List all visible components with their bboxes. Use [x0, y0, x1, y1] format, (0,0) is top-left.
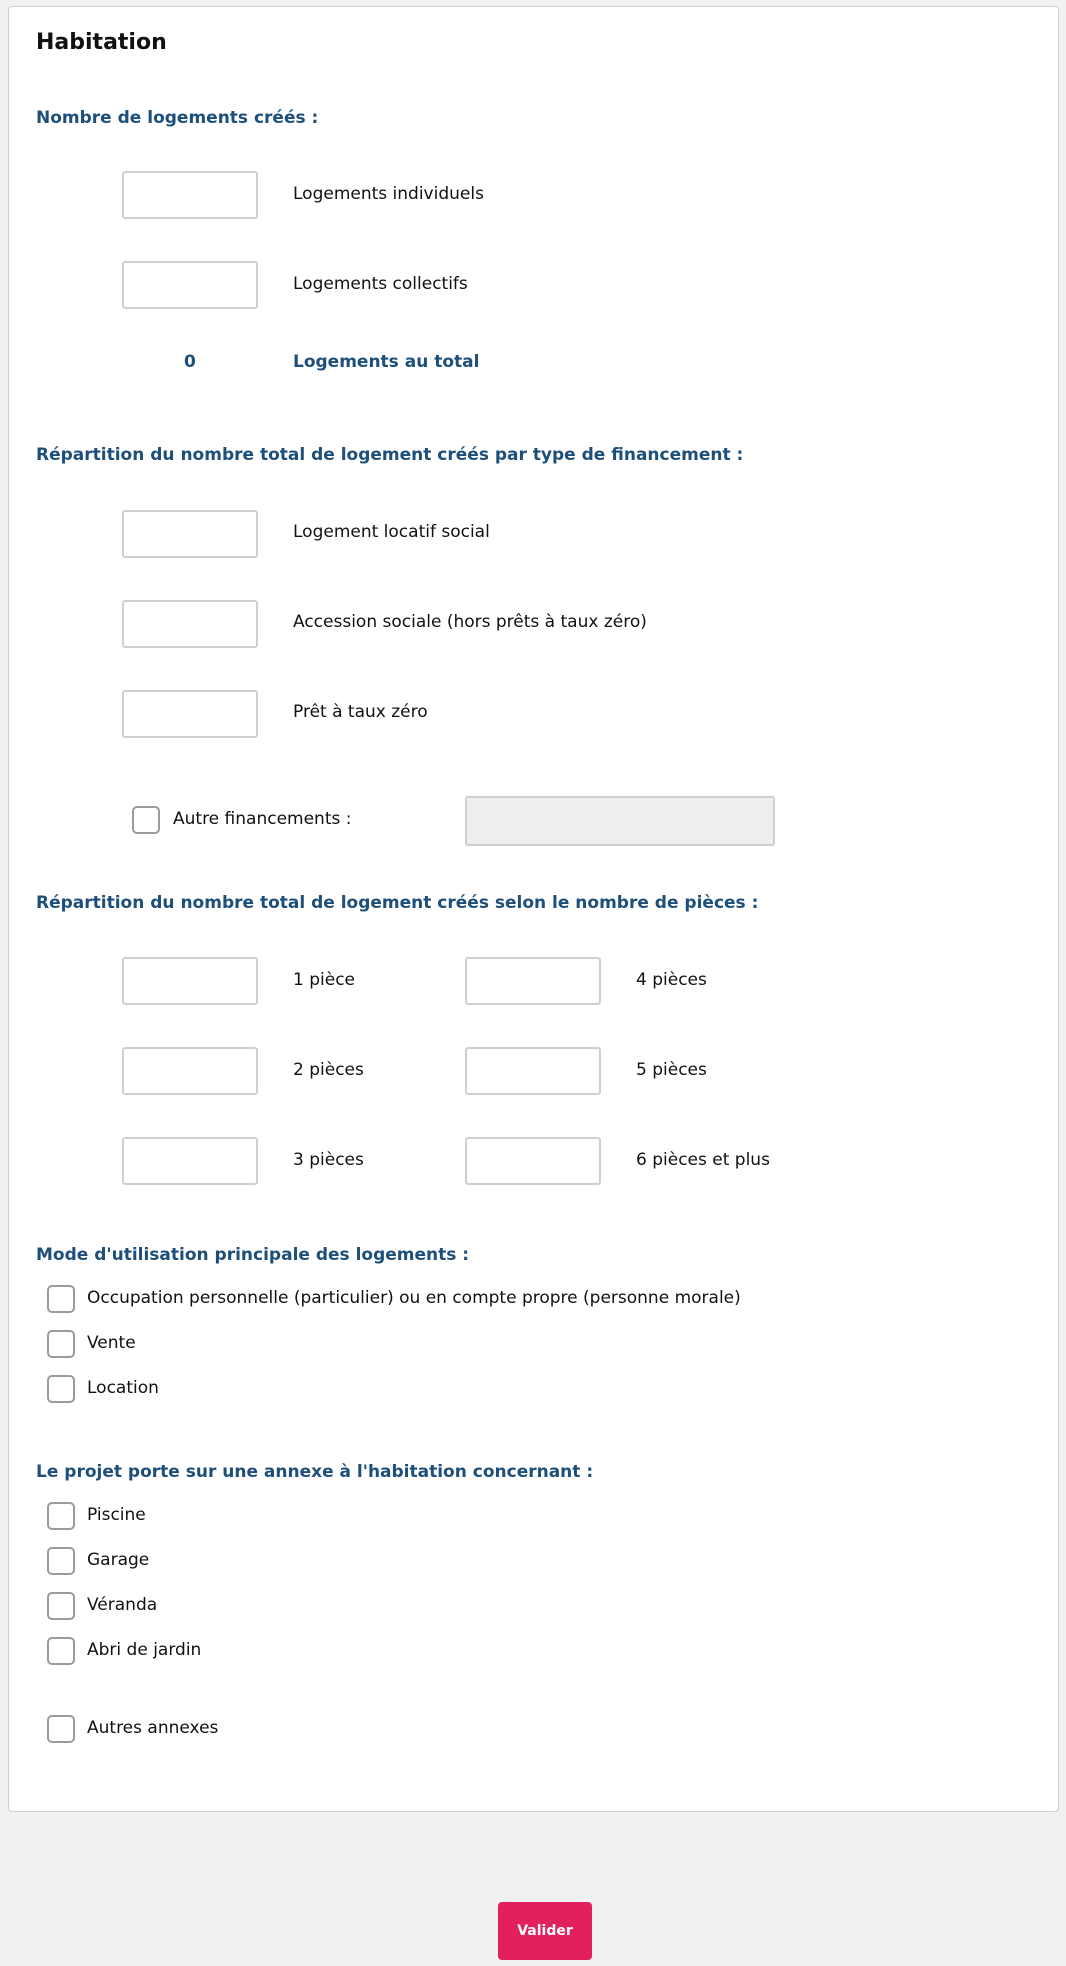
veranda-label: Véranda — [87, 1595, 158, 1615]
autre-financements-input[interactable] — [465, 796, 775, 846]
pieces-6-input[interactable] — [465, 1137, 601, 1185]
veranda-checkbox[interactable] — [47, 1592, 75, 1620]
logements-individuels-input[interactable] — [122, 171, 258, 219]
location-label: Location — [87, 1378, 159, 1398]
logements-total-value: 0 — [184, 352, 196, 372]
piscine-checkbox[interactable] — [47, 1502, 75, 1530]
section-heading-mode: Mode d'utilisation principale des logements : — [36, 1245, 470, 1265]
logements-collectifs-input[interactable] — [122, 261, 258, 309]
location-checkbox[interactable] — [47, 1375, 75, 1403]
occupation-checkbox[interactable] — [47, 1285, 75, 1313]
autres-annexes-label: Autres annexes — [87, 1718, 219, 1738]
pieces-6-label: 6 pièces et plus — [636, 1150, 770, 1170]
pieces-2-label: 2 pièces — [293, 1060, 364, 1080]
logement-locatif-social-input[interactable] — [122, 510, 258, 558]
valider-button[interactable]: Valider — [498, 1902, 592, 1960]
pret-taux-zero-input[interactable] — [122, 690, 258, 738]
piscine-label: Piscine — [87, 1505, 146, 1525]
accession-sociale-label: Accession sociale (hors prêts à taux zéro) — [293, 612, 647, 632]
page-title: Habitation — [36, 30, 167, 55]
autres-annexes-checkbox[interactable] — [47, 1715, 75, 1743]
pieces-5-input[interactable] — [465, 1047, 601, 1095]
pieces-1-label: 1 pièce — [293, 970, 355, 990]
pret-taux-zero-label: Prêt à taux zéro — [293, 702, 428, 722]
logements-total-label: Logements au total — [293, 352, 480, 372]
logement-locatif-social-label: Logement locatif social — [293, 522, 490, 542]
pieces-3-input[interactable] — [122, 1137, 258, 1185]
autre-financements-label: Autre financements : — [173, 809, 352, 829]
pieces-2-input[interactable] — [122, 1047, 258, 1095]
vente-label: Vente — [87, 1333, 136, 1353]
accession-sociale-input[interactable] — [122, 600, 258, 648]
logements-collectifs-label: Logements collectifs — [293, 274, 468, 294]
garage-label: Garage — [87, 1550, 150, 1570]
vente-checkbox[interactable] — [47, 1330, 75, 1358]
pieces-3-label: 3 pièces — [293, 1150, 364, 1170]
autre-financements-checkbox[interactable] — [132, 806, 160, 834]
logements-individuels-label: Logements individuels — [293, 184, 484, 204]
section-heading-financement: Répartition du nombre total de logement créés par type de financement : — [36, 445, 744, 465]
section-heading-pieces: Répartition du nombre total de logement créés selon le nombre de pièces : — [36, 893, 759, 913]
pieces-1-input[interactable] — [122, 957, 258, 1005]
abri-jardin-label: Abri de jardin — [87, 1640, 202, 1660]
garage-checkbox[interactable] — [47, 1547, 75, 1575]
pieces-4-label: 4 pièces — [636, 970, 707, 990]
section-heading-logements: Nombre de logements créés : — [36, 108, 319, 128]
pieces-5-label: 5 pièces — [636, 1060, 707, 1080]
section-heading-annexe: Le projet porte sur une annexe à l'habitation concernant : — [36, 1462, 594, 1482]
pieces-4-input[interactable] — [465, 957, 601, 1005]
occupation-label: Occupation personnelle (particulier) ou en compte propre (personne morale) — [87, 1288, 741, 1308]
abri-jardin-checkbox[interactable] — [47, 1637, 75, 1665]
